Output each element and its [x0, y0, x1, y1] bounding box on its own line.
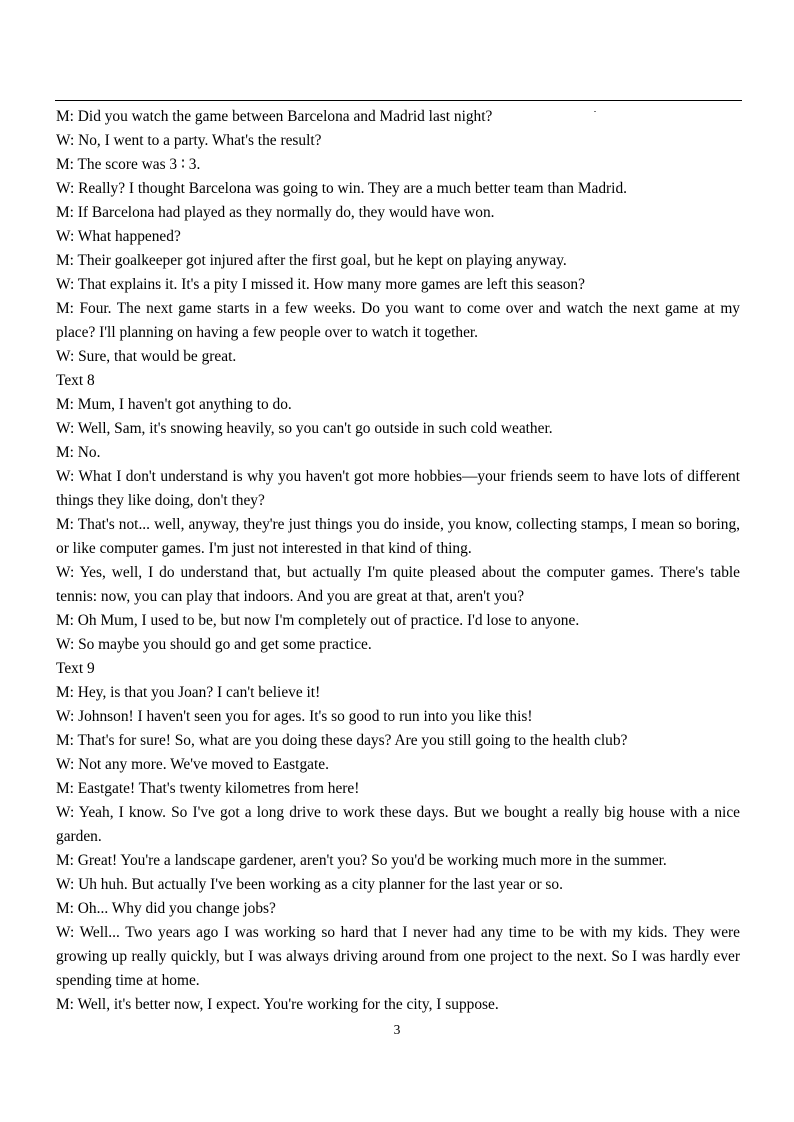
- page-number: 3: [393, 1022, 401, 1037]
- dialogue-line: M: No.: [56, 444, 101, 461]
- dialogue-line: M: The score was 3 ∶ 3.: [56, 156, 201, 173]
- dialogue-line: M: That's for sure! So, what are you doing these days? Are you still going to the health club?: [56, 732, 628, 749]
- dialogue-line: W: Uh huh. But actually I've been working as a city planner for the last year or so.: [56, 876, 563, 893]
- dialogue-line: W: Johnson! I haven't seen you for ages. It's so good to run into you like this!: [56, 708, 533, 725]
- transcript-body: [56, 105, 740, 1017]
- dialogue-line: W: Sure, that would be great.: [56, 348, 237, 365]
- dialogue-line: W: Well... Two years ago I was working so hard that I never had any time to be with my kids. They were growing up really quickly, but I was always driving around from one project to the next. So I was hardly ever spending time at home.: [56, 924, 740, 989]
- dialogue-line: M: If Barcelona had played as they normally do, they would have won.: [56, 204, 495, 221]
- dialogue-line: W: Yeah, I know. So I've got a long drive to work these days. But we bought a really big house with a nice garden.: [56, 804, 740, 845]
- dialogue-line: M: Mum, I haven't got anything to do.: [56, 396, 292, 413]
- dialogue-line: M: Eastgate! That's twenty kilometres from here!: [56, 780, 360, 797]
- dialogue-line: M: Oh... Why did you change jobs?: [56, 900, 276, 917]
- dialogue-line: W: What I don't understand is why you haven't got more hobbies—your friends seem to have lots of different things they like doing, don't they?: [56, 468, 740, 509]
- dialogue-line: M: Oh Mum, I used to be, but now I'm completely out of practice. I'd lose to anyone.: [56, 612, 580, 629]
- dialogue-line: M: Their goalkeeper got injured after the first goal, but he kept on playing anyway.: [56, 252, 567, 269]
- dialogue-line: M: Hey, is that you Joan? I can't believe it!: [56, 684, 321, 701]
- header-rule: [55, 100, 742, 101]
- dialogue-line: W: Well, Sam, it's snowing heavily, so you can't go outside in such cold weather.: [56, 420, 553, 437]
- dialogue-line: W: Not any more. We've moved to Eastgate.: [56, 756, 329, 773]
- section-heading-text-8: Text 8: [56, 372, 95, 389]
- dialogue-line: M: That's not... well, anyway, they're just things you do inside, you know, collecting stamps, I mean so boring, or like computer games. I'm just not interested in that kind of thing.: [56, 516, 740, 557]
- dialogue-line: W: No, I went to a party. What's the result?: [56, 132, 322, 149]
- section-heading-text-9: Text 9: [56, 660, 95, 677]
- dialogue-line: M: Four. The next game starts in a few weeks. Do you want to come over and watch the next game at my place? I'll planning on having a few people over to watch it together.: [56, 300, 740, 341]
- dialogue-line: M: Did you watch the game between Barcelona and Madrid last night?: [56, 108, 493, 125]
- dialogue-line: W: What happened?: [56, 228, 181, 245]
- dialogue-line: W: Yes, well, I do understand that, but actually I'm quite pleased about the computer games. There's table tennis: now, you can play that indoors. And you are great at that, aren't you?: [56, 564, 740, 605]
- dialogue-line: W: That explains it. It's a pity I missed it. How many more games are left this season?: [56, 276, 585, 293]
- dialogue-line: M: Well, it's better now, I expect. You're working for the city, I suppose.: [56, 996, 499, 1013]
- dialogue-line: W: Really? I thought Barcelona was going to win. They are a much better team than Madrid.: [56, 180, 627, 197]
- dialogue-line: M: Great! You're a landscape gardener, aren't you? So you'd be working much more in the summer.: [56, 852, 667, 869]
- dialogue-line: W: So maybe you should go and get some practice.: [56, 636, 372, 653]
